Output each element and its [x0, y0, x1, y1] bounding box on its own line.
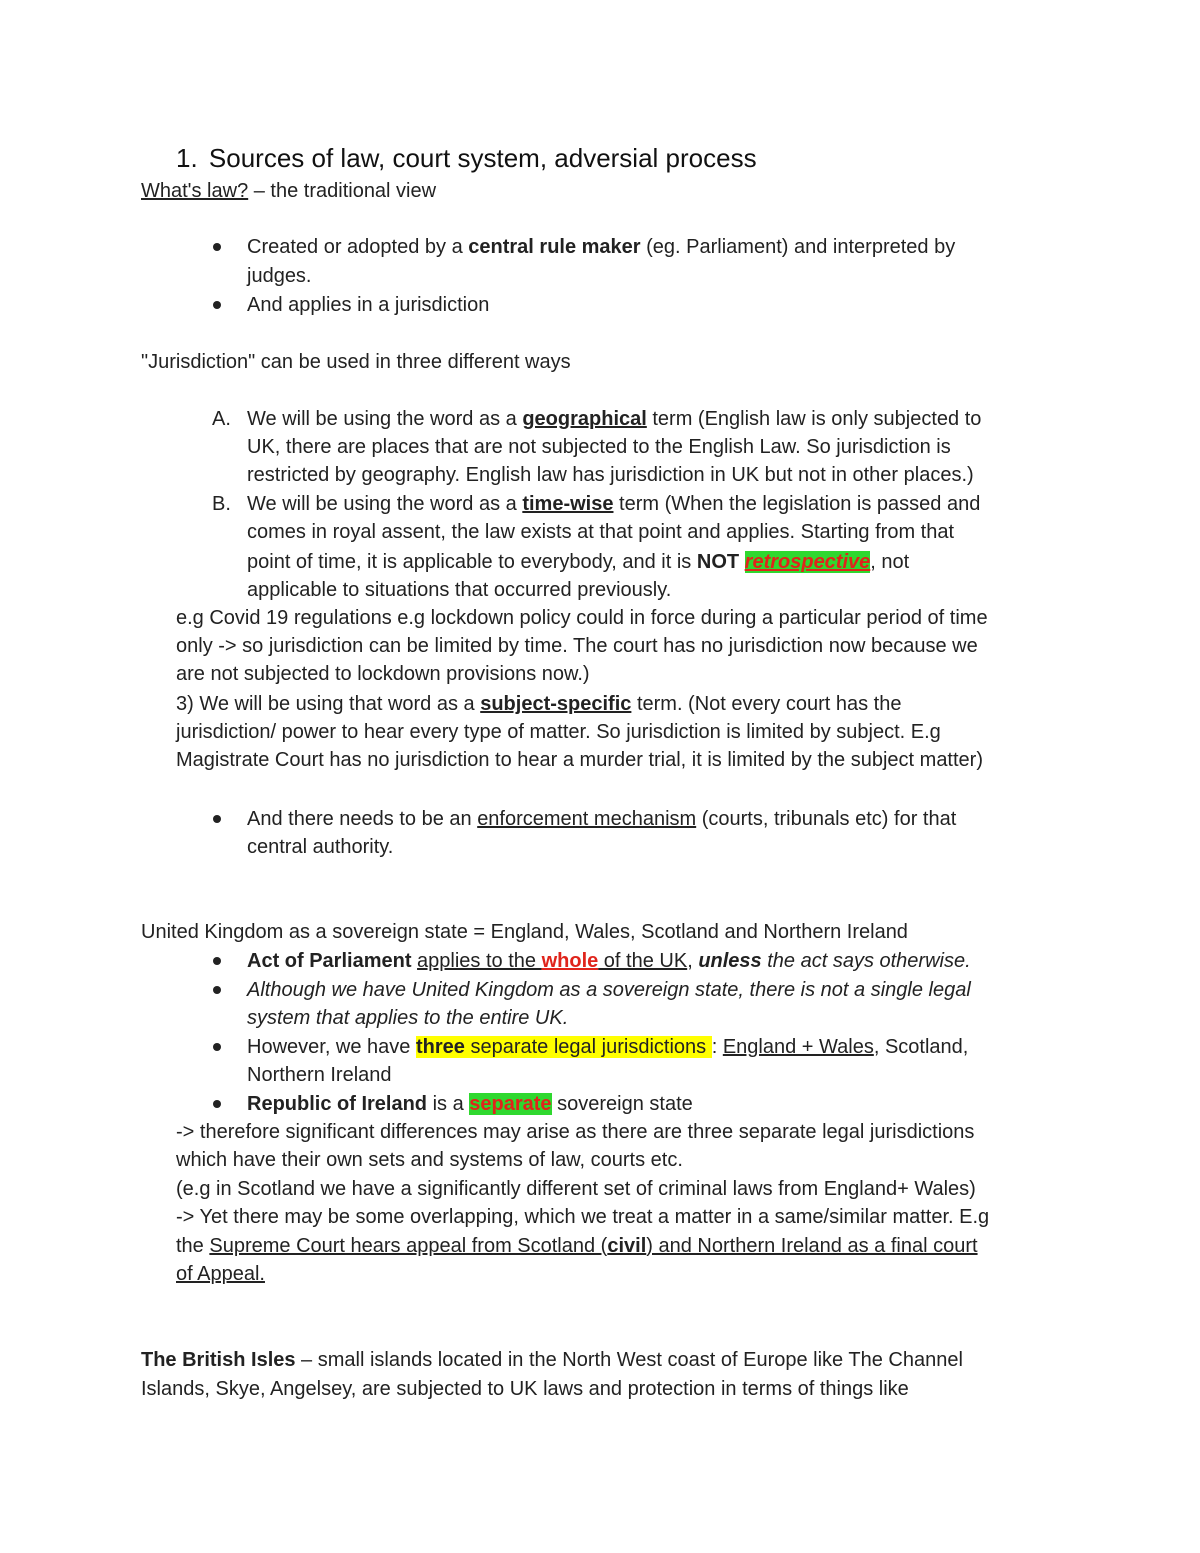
text-run: Created or adopted by a — [247, 236, 469, 258]
bold-text: Act of Parliament — [247, 950, 412, 972]
bullet-icon — [213, 1100, 221, 1108]
bullet-icon — [213, 301, 221, 309]
list-marker-a: A. — [212, 408, 231, 430]
heading-number: 1. — [176, 143, 198, 173]
bold-italic-unless: unless — [698, 950, 762, 972]
item-a-line1 — [247, 405, 981, 433]
term-geographical: geographical — [522, 408, 647, 430]
bold-not: NOT — [696, 551, 740, 573]
text-run: : — [711, 1036, 723, 1058]
bullet-icon — [213, 815, 221, 823]
text-run: 3) We will be using that word as a — [176, 693, 481, 715]
covid-line2: only -> so jurisdiction can be limited by time. The court has no jurisdiction now because we — [176, 635, 978, 657]
text-run: (courts, tribunals etc) for that — [696, 808, 957, 830]
bullet-act-of-parliament — [247, 947, 971, 975]
bullet-icon — [213, 243, 221, 251]
bullet-enforcement — [247, 805, 956, 833]
bold-text: Republic of Ireland — [247, 1093, 428, 1115]
item-b-line3 — [247, 548, 909, 576]
bullet-central-rule-maker — [247, 233, 955, 261]
covid-line1: e.g Covid 19 regulations e.g lockdown policy could in force during a particular period of time — [176, 607, 988, 629]
text-run: We will be using the word as a — [247, 493, 523, 515]
item-a-line3: restricted by geography. English law has jurisdiction in UK but not in other places.) — [247, 464, 974, 486]
text-run: And there needs to be an — [247, 808, 478, 830]
uk-intro: United Kingdom as a sovereign state = England, Wales, Scotland and Northern Ireland — [141, 921, 908, 943]
underlined-text: applies to the — [417, 950, 542, 972]
text-run: , — [687, 950, 699, 972]
highlight-jurisdictions: separate legal jurisdictions — [464, 1036, 712, 1058]
bullet-continuation: system that applies to the entire UK. — [247, 1007, 569, 1029]
text-run: term (English law is only subjected to — [646, 408, 982, 430]
whats-law-link[interactable]: What's law? — [141, 180, 249, 202]
therefore-line6: of Appeal. — [176, 1263, 265, 1285]
bullet-continuation: judges. — [247, 265, 312, 287]
item-b-line1 — [247, 490, 980, 518]
text-run: , Scotland, — [873, 1036, 969, 1058]
italic-text: the act says otherwise. — [761, 950, 971, 972]
british-isles-line2: Islands, Skye, Angelsey, are subjected to UK laws and protection in terms of things like — [141, 1378, 909, 1400]
text-run: , not — [870, 551, 910, 573]
jurisdiction-intro: "Jurisdiction" can be used in three different ways — [141, 351, 571, 373]
therefore-line4: -> Yet there may be some overlapping, which we treat a matter in a same/similar matter. E.g — [176, 1206, 990, 1228]
underlined-text: ) and Northern Ireland as a final court — [646, 1235, 978, 1257]
text-run: – small islands located in the North West coast of Europe like The Channel — [295, 1349, 963, 1371]
text-run: We will be using the word as a — [247, 408, 523, 430]
therefore-line5 — [176, 1232, 978, 1260]
text-run: is a — [427, 1093, 470, 1115]
item-a-line2: UK, there are places that are not subjected to the English Law. So jurisdiction is — [247, 436, 951, 458]
bullet-three-jurisdictions — [247, 1033, 968, 1061]
text-run: However, we have — [247, 1036, 416, 1058]
covid-line3: are not subjected to lockdown provisions now.) — [176, 663, 590, 685]
therefore-line2: which have their own sets and systems of law, courts etc. — [176, 1149, 683, 1171]
bold-civil: civil — [607, 1235, 647, 1257]
underlined-england-wales: England + Wales — [722, 1036, 874, 1058]
item-3-line2: jurisdiction/ power to hear every type of matter. So jurisdiction is limited by subject. E.g — [176, 721, 941, 743]
highlight-separate: separate — [469, 1093, 552, 1115]
heading-text: Sources of law, court system, adversial process — [208, 143, 757, 173]
text-run: the — [176, 1235, 210, 1257]
text-run: sovereign state — [551, 1093, 693, 1115]
underlined-text: Supreme Court hears appeal from Scotland ( — [209, 1235, 608, 1257]
therefore-line3: (e.g in Scotland we have a significantly different set of criminal laws from England+ Wales) — [176, 1178, 976, 1200]
underlined-text: of the UK — [598, 950, 688, 972]
bullet-icon — [213, 986, 221, 994]
whats-law-rest: – the traditional view — [248, 180, 437, 202]
bullet-not-single-system: Although we have United Kingdom as a sovereign state, there is not a single legal — [247, 979, 971, 1001]
bold-text: central rule maker — [468, 236, 641, 258]
text-run: term (When the legislation is passed and — [613, 493, 981, 515]
text-run — [739, 551, 745, 573]
bullet-continuation: central authority. — [247, 836, 394, 858]
bullet-republic-of-ireland — [247, 1090, 693, 1118]
item-3-line1 — [176, 690, 902, 718]
list-marker-b: B. — [212, 493, 231, 515]
whats-law-line — [141, 177, 436, 205]
text-run: point of time, it is applicable to everybody, and it is — [247, 551, 697, 573]
bullet-icon — [213, 1043, 221, 1051]
bullet-icon — [213, 957, 221, 965]
item-b-line4: applicable to situations that occurred previously. — [247, 579, 672, 601]
enforcement-mechanism-link[interactable]: enforcement mechanism — [477, 808, 697, 830]
bullet-continuation: Northern Ireland — [247, 1064, 392, 1086]
term-subject-specific: subject-specific — [480, 693, 632, 715]
text-run: term. (Not every court has the — [631, 693, 902, 715]
british-isles-line1 — [141, 1346, 963, 1374]
item-3-line3: Magistrate Court has no jurisdiction to hear a murder trial, it is limited by the subject matter) — [176, 749, 983, 771]
therefore-line1: -> therefore significant differences may arise as there are three separate legal jurisdictions — [176, 1121, 975, 1143]
term-time-wise: time-wise — [522, 493, 614, 515]
bold-british-isles: The British Isles — [141, 1349, 296, 1371]
bullet-jurisdiction: And applies in a jurisdiction — [247, 294, 490, 316]
item-b-line2: comes in royal assent, the law exists at that point and applies. Starting from that — [247, 521, 955, 543]
red-whole: whole — [541, 950, 599, 972]
page-title — [176, 142, 757, 174]
highlight-three: three — [415, 1036, 465, 1058]
text-run: (eg. Parliament) and interpreted by — [640, 236, 956, 258]
highlight-retrospective: retrospective — [744, 551, 871, 573]
